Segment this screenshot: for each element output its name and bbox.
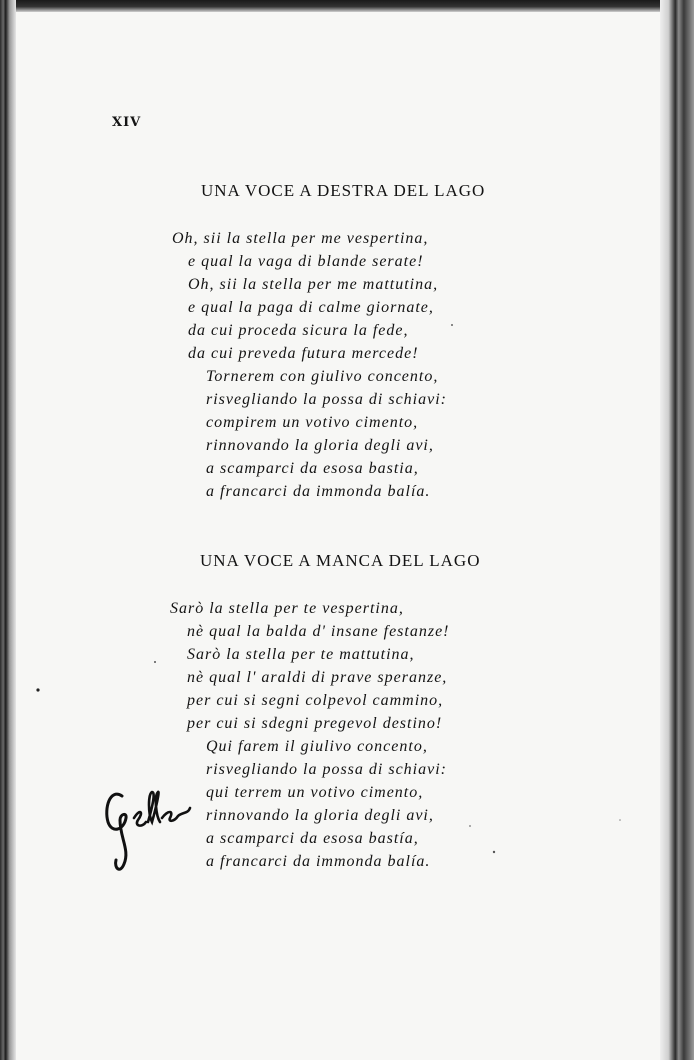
verse-line: Sarò la stella per te vespertina, bbox=[170, 600, 404, 617]
verse-line: Oh, sii la stella per me vespertina, bbox=[172, 230, 429, 247]
verse-line: rinnovando la gloria degli avi, bbox=[206, 807, 434, 824]
verse-line: per cui si sdegni pregevol destino! bbox=[187, 715, 443, 732]
verse-line: a scamparci da esosa bastia, bbox=[206, 460, 419, 477]
verse-line: Oh, sii la stella per me mattutina, bbox=[188, 276, 439, 293]
verse-line: risvegliando la possa di schiavi: bbox=[206, 391, 447, 408]
verse-line: compirem un votivo cimento, bbox=[206, 414, 419, 431]
verse-line: da cui preveda futura mercede! bbox=[188, 345, 419, 362]
verse-line: Sarò la stella per te mattutina, bbox=[187, 646, 415, 663]
verse-line: risvegliando la possa di schiavi: bbox=[206, 761, 447, 778]
section-title-manca: UNA VOCE A MANCA DEL LAGO bbox=[200, 551, 481, 570]
verse-line: a francarci da immonda balía. bbox=[206, 483, 431, 500]
verse-line: Qui farem il giulivo concento, bbox=[206, 738, 428, 755]
verse-line: e qual la paga di calme giornate, bbox=[188, 299, 434, 316]
verse-line: rinnovando la gloria degli avi, bbox=[206, 437, 434, 454]
verse-line: a scamparci da esosa bastía, bbox=[206, 830, 419, 847]
verse-line: a francarci da immonda balía. bbox=[206, 853, 431, 870]
page-number: XIV bbox=[112, 115, 142, 130]
section-title-destra: UNA VOCE A DESTRA DEL LAGO bbox=[201, 181, 486, 200]
verse-line: nè qual la balda d' insane festanze! bbox=[187, 623, 450, 640]
verse-line: qui terrem un votivo cimento, bbox=[206, 784, 424, 801]
verse-line: e qual la vaga di blande serate! bbox=[188, 253, 424, 270]
verse-line: per cui si segni colpevol cammino, bbox=[187, 692, 444, 709]
verse-line: Tornerem con giulivo concento, bbox=[206, 368, 439, 385]
verse-line: da cui proceda sicura la fede, bbox=[188, 322, 409, 339]
verse-line: nè qual l' araldi di prave speranze, bbox=[187, 669, 448, 686]
